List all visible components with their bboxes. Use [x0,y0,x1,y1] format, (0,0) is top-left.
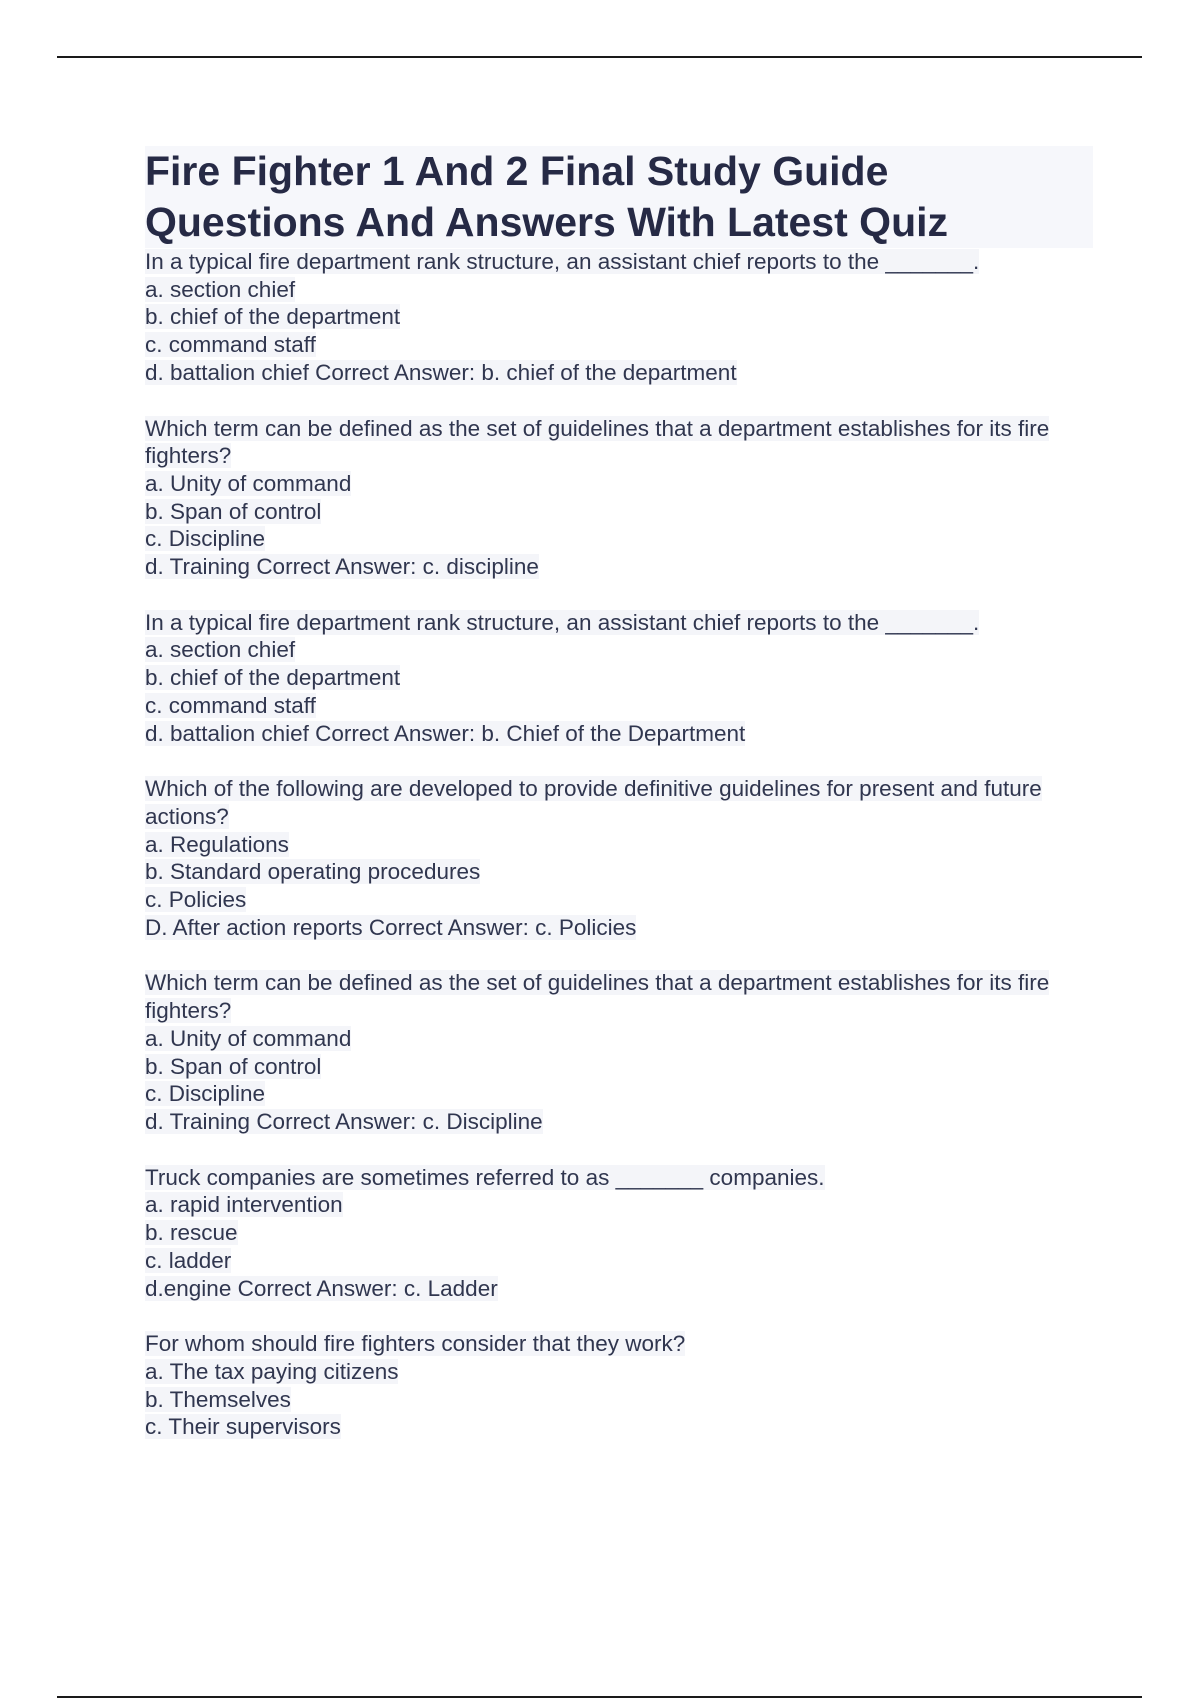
question-block [145,248,1093,387]
question-prompt: For whom should fire fighters consider that they work? [145,1331,686,1357]
answer-option: a. Regulations [145,831,289,857]
answer-option: b. chief of the department [145,665,401,691]
answer-option: c. Their supervisors [145,1414,341,1440]
answer-option-with-correct-answer: D. After action reports Correct Answer: c. Policies [145,914,637,940]
answer-option-with-correct-answer: d.engine Correct Answer: c. Ladder [145,1275,498,1301]
top-rule [57,56,1142,58]
answer-option: c. Policies [145,887,247,913]
question-block [145,1330,1093,1441]
question-block [145,775,1093,941]
question-prompt: Which term can be defined as the set of guidelines that a department establishes for its fire fighters? [145,415,1050,469]
answer-option: a. section chief [145,276,296,302]
answer-option: a. section chief [145,637,296,663]
question-prompt: Which term can be defined as the set of guidelines that a department establishes for its fire fighters? [145,970,1050,1024]
question-block [145,969,1093,1135]
answer-option: a. rapid intervention [145,1192,343,1218]
answer-option: b. Span of control [145,1053,322,1079]
answer-option-with-correct-answer: d. Training Correct Answer: c. discipline [145,554,539,580]
question-block [145,609,1093,748]
answer-option: c. command staff [145,332,316,358]
answer-option: b. rescue [145,1220,238,1246]
answer-option-with-correct-answer: d. battalion chief Correct Answer: b. chief of the department [145,359,737,385]
answer-option-with-correct-answer: d. Training Correct Answer: c. Discipline [145,1108,543,1134]
answer-option: a. Unity of command [145,470,352,496]
answer-option: c. ladder [145,1247,232,1273]
question-prompt: Truck companies are sometimes referred to as _______ companies. [145,1164,825,1190]
question-prompt: In a typical fire department rank structure, an assistant chief reports to the _______. [145,249,980,274]
document-body [145,146,1093,1441]
answer-option: b. chief of the department [145,304,401,330]
question-prompt: In a typical fire department rank structure, an assistant chief reports to the _______. [145,609,980,635]
answer-option-with-correct-answer: d. battalion chief Correct Answer: b. Chief of the Department [145,720,746,746]
question-block [145,415,1093,581]
bottom-rule [57,1696,1142,1698]
document-title: Fire Fighter 1 And 2 Final Study Guide Questions And Answers With Latest Quiz [145,146,1093,248]
answer-option: a. The tax paying citizens [145,1358,399,1384]
answer-option: b. Themselves [145,1386,291,1412]
question-block [145,1164,1093,1303]
answer-option: b. Standard operating procedures [145,859,481,885]
answer-option: b. Span of control [145,498,322,524]
answer-option: c. Discipline [145,526,266,552]
answer-option: c. command staff [145,692,316,718]
question-prompt: Which of the following are developed to provide definitive guidelines for present and future actions? [145,776,1042,829]
answer-option: a. Unity of command [145,1025,352,1051]
answer-option: c. Discipline [145,1081,266,1107]
